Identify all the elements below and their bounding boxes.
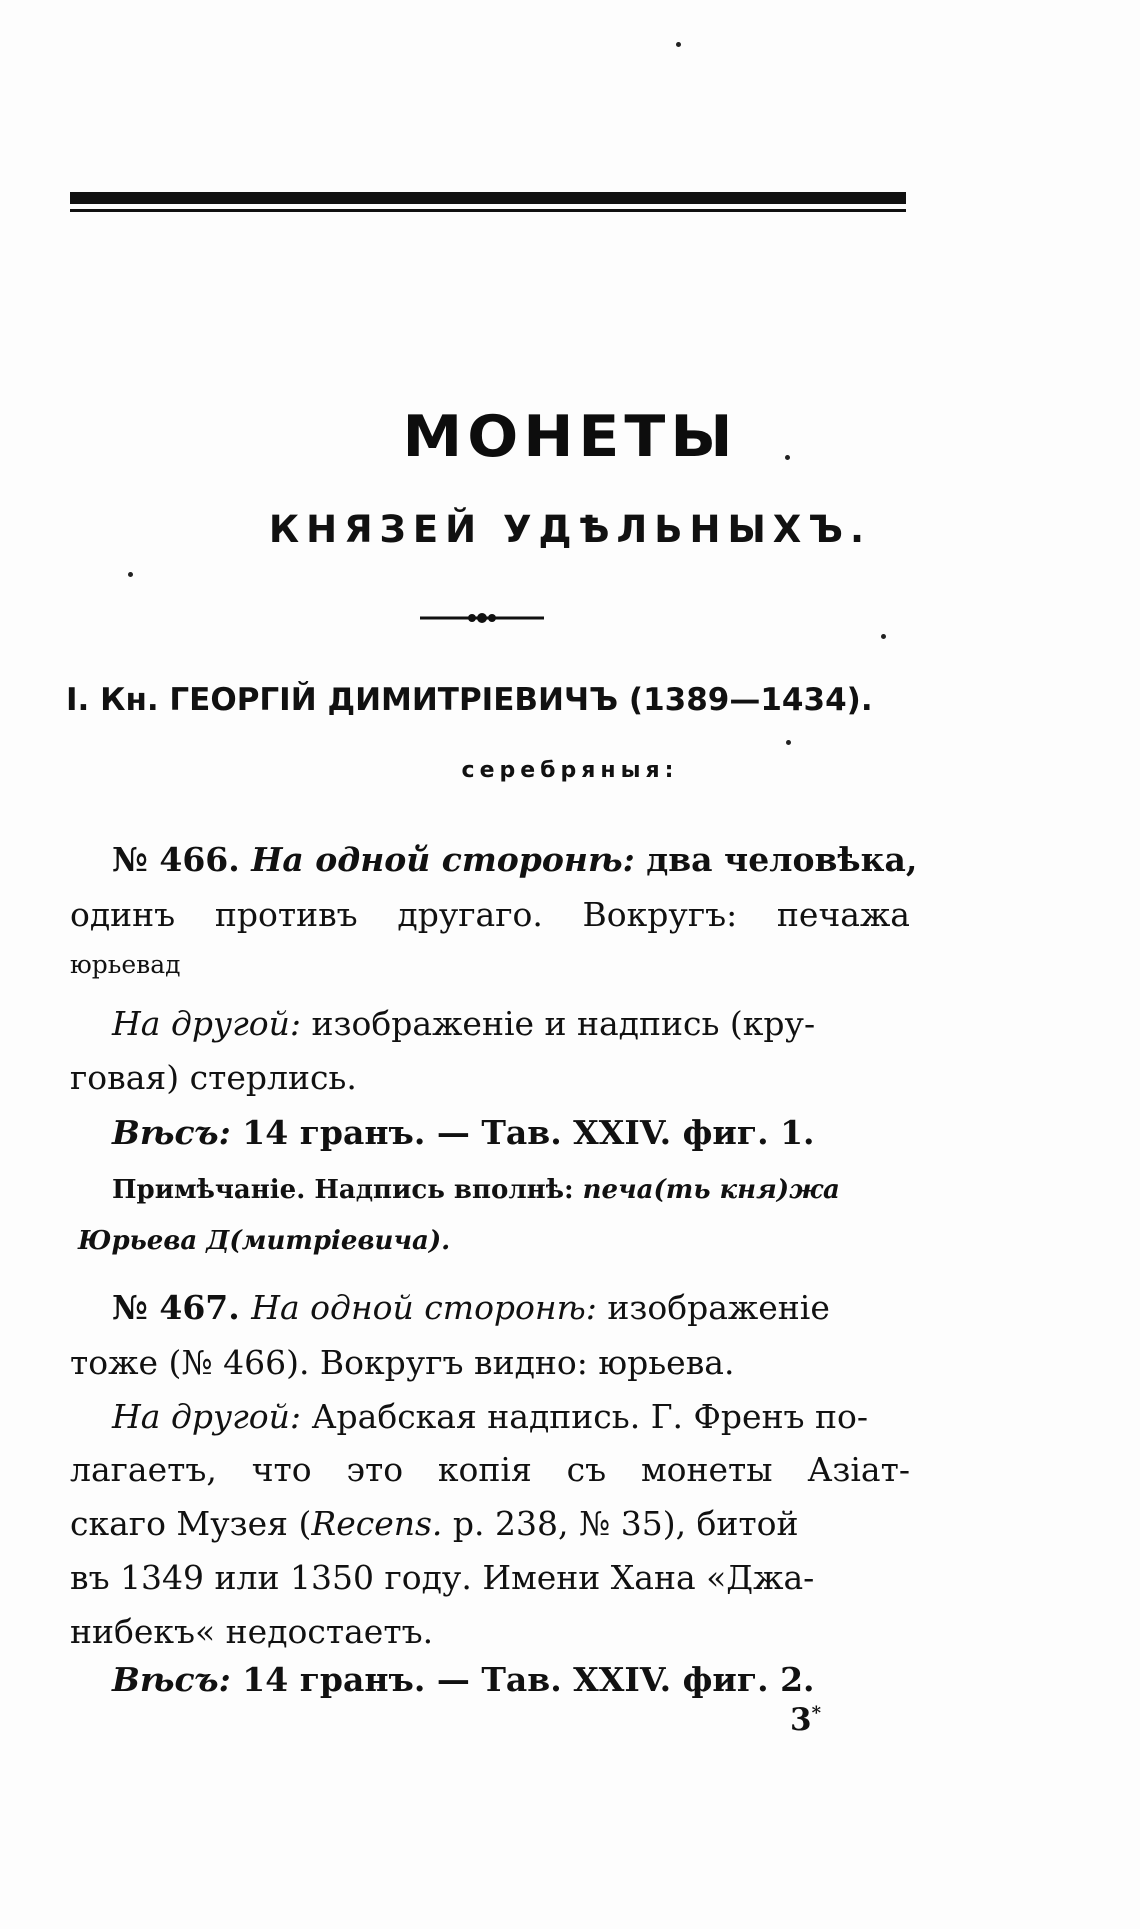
weight-label: Вѣсъ: — [112, 1113, 231, 1152]
entry-text: два человѣка, — [634, 840, 918, 879]
entry-text: жа — [859, 895, 910, 934]
entry-text: нибекъ« недостаетъ. — [70, 1612, 434, 1651]
entry-466-line-2 — [70, 895, 910, 934]
side-label: На одной сторонѣ: — [251, 1288, 597, 1327]
note-text: печа(ть кня)жа — [573, 1175, 840, 1205]
entry-467-weight — [112, 1660, 815, 1699]
entry-text: изображеніе и надпись (кру- — [301, 1004, 816, 1043]
entry-text: скаго Музея ( — [70, 1504, 312, 1543]
signature-mark — [790, 1702, 821, 1738]
page-subtitle: КНЯЗЕЙ УДѢЛЬНЫХЪ. — [268, 508, 872, 551]
print-speck — [676, 42, 681, 47]
weight-label: Вѣсъ: — [112, 1660, 231, 1699]
entry-text: одинъ противъ другаго. Вокругъ: печа — [70, 895, 860, 934]
weight-text: 14 гранъ. — Тав. XXIV. фиг. 1. — [230, 1113, 815, 1152]
entry-text: изображеніе — [596, 1288, 830, 1327]
top-rule-thin — [70, 209, 906, 212]
entry-466-weight — [112, 1113, 815, 1152]
citation: Recens. — [311, 1504, 443, 1543]
entry-467-line-2 — [70, 1343, 734, 1382]
entry-number: № 466. — [112, 840, 252, 879]
entry-467-reverse-5 — [70, 1612, 433, 1651]
top-rule-thick — [70, 192, 906, 204]
signature-asterisk: * — [811, 1702, 821, 1724]
entry-text: въ 1349 или 1350 году. Имени Хана «Джа- — [70, 1558, 815, 1597]
side-label: На другой: — [112, 1397, 302, 1436]
entry-466-line-1 — [112, 840, 918, 879]
entry-467-reverse-4 — [70, 1558, 814, 1597]
print-speck — [128, 572, 133, 577]
entry-466-reverse-2 — [70, 1058, 357, 1097]
entry-text: Арабская надпись. Г. Френъ по- — [301, 1397, 869, 1436]
entry-467-reverse-2 — [70, 1450, 910, 1489]
entry-number: № 467. — [112, 1288, 252, 1327]
note-label: Примѣчаніе. Надпись вполнѣ: — [112, 1175, 574, 1205]
print-speck — [881, 634, 886, 639]
entry-text: p. 238, № 35), битой — [442, 1504, 799, 1543]
entry-467-reverse-3 — [70, 1504, 799, 1543]
print-speck — [786, 740, 791, 745]
entry-text: лагаетъ, что это копія съ монеты Азіат- — [70, 1450, 910, 1489]
ornament-divider — [420, 611, 544, 625]
entry-467-reverse-1 — [112, 1397, 912, 1436]
entry-466-line-3 — [70, 950, 181, 979]
entry-466-note-2 — [78, 1226, 450, 1256]
entry-466-note-1 — [112, 1175, 840, 1205]
entry-text: юрьевад — [70, 950, 181, 979]
signature-number: 3 — [790, 1702, 812, 1738]
entry-466-reverse-1 — [112, 1004, 912, 1043]
section-subheading: серебряныя: — [461, 758, 679, 783]
entry-text: говая) стерлись. — [70, 1058, 357, 1097]
section-heading: I. Кн. ГЕОРГІЙ ДИМИТРІЕВИЧЪ (1389—1434). — [66, 682, 873, 718]
side-label: На одной сторонѣ: — [251, 840, 635, 879]
entry-467-line-1 — [112, 1288, 912, 1327]
note-text: Юрьева Д(митріевича). — [78, 1226, 451, 1256]
weight-text: 14 гранъ. — Тав. XXIV. фиг. 2. — [230, 1660, 815, 1699]
page-title: МОНЕТЫ — [402, 403, 738, 471]
entry-text: тоже (№ 466). Вокругъ видно: юрьева. — [70, 1343, 735, 1382]
side-label: На другой: — [112, 1004, 302, 1043]
